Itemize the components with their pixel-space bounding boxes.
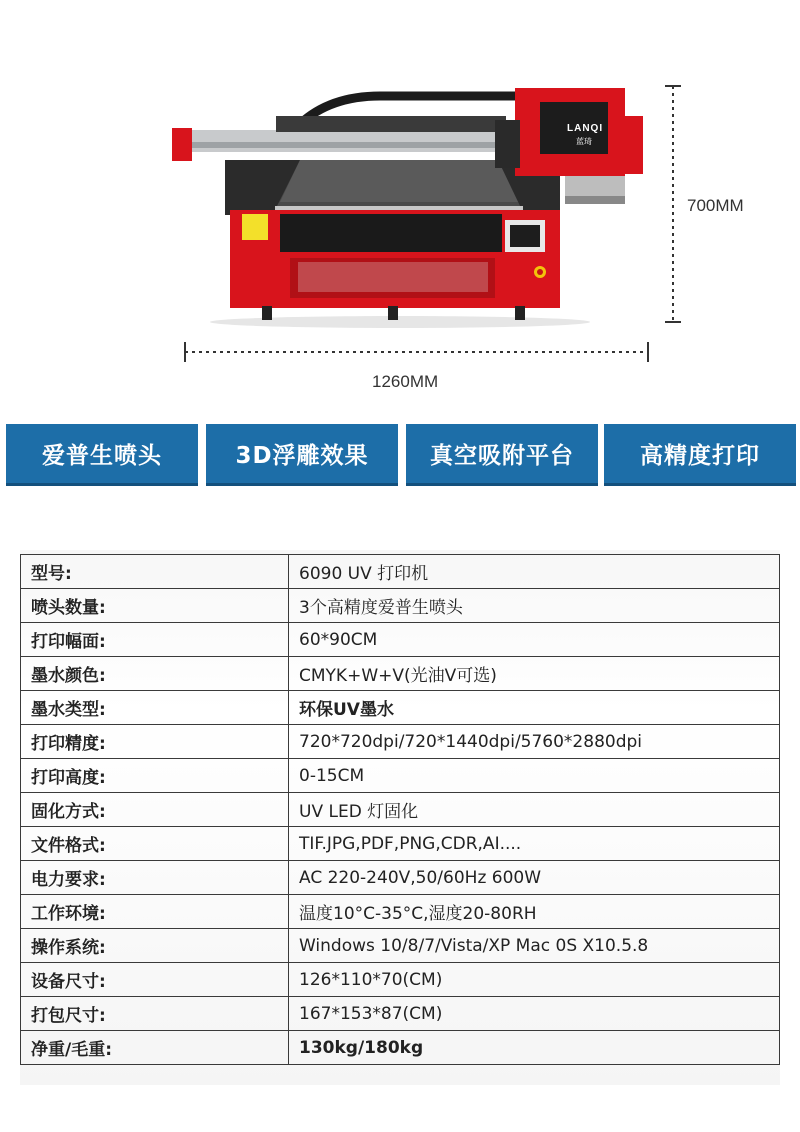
- spec-value: 6090 UV 打印机: [289, 555, 780, 589]
- spec-value: 环保UV墨水: [289, 691, 780, 725]
- spec-key: 打包尺寸:: [21, 997, 289, 1031]
- spec-row-curing: [21, 793, 780, 827]
- spec-row-model: [21, 555, 780, 589]
- spec-value: 720*720dpi/720*1440dpi/5760*2880dpi: [289, 725, 780, 759]
- feature-high-precision: 高精度打印: [604, 424, 796, 486]
- spec-key: 操作系统:: [21, 929, 289, 963]
- spec-key: 打印幅面:: [21, 623, 289, 657]
- spec-row-print-size: [21, 623, 780, 657]
- spec-value: UV LED 灯固化: [289, 793, 780, 827]
- spec-key: 设备尺寸:: [21, 963, 289, 997]
- height-dimension-label: 700MM: [687, 196, 744, 215]
- spec-row-ink-colors: [21, 657, 780, 691]
- spec-row-os: [21, 929, 780, 963]
- spec-value: 60*90CM: [289, 623, 780, 657]
- spec-row-resolution: [21, 725, 780, 759]
- spec-value: Windows 10/8/7/Vista/XP Mac 0S X10.5.8: [289, 929, 780, 963]
- spec-key: 墨水类型:: [21, 691, 289, 725]
- spec-row-environment: [21, 895, 780, 929]
- spec-value: 126*110*70(CM): [289, 963, 780, 997]
- uv-printer-illustration: [0, 0, 800, 405]
- spec-value: 130kg/180kg: [289, 1031, 780, 1065]
- spec-row-ink-type: [21, 691, 780, 725]
- feature-vacuum-platform: 真空吸附平台: [406, 424, 598, 486]
- spec-row-weight: [21, 1031, 780, 1065]
- spec-key: 喷头数量:: [21, 589, 289, 623]
- spec-value: TIF.JPG,PDF,PNG,CDR,AI....: [289, 827, 780, 861]
- spec-row-file-format: [21, 827, 780, 861]
- spec-key: 电力要求:: [21, 861, 289, 895]
- spec-value: 温度10°C-35°C,湿度20-80RH: [289, 895, 780, 929]
- spec-row-heads: [21, 589, 780, 623]
- spec-table: [20, 554, 780, 1065]
- spec-row-package-size: [21, 997, 780, 1031]
- spec-row-print-height: [21, 759, 780, 793]
- spec-table-panel: [20, 550, 780, 1085]
- spec-value: 0-15CM: [289, 759, 780, 793]
- spec-value: 167*153*87(CM): [289, 997, 780, 1031]
- spec-key: 固化方式:: [21, 793, 289, 827]
- spec-key: 打印高度:: [21, 759, 289, 793]
- brand-logo-sub: 蓝琦: [576, 137, 592, 146]
- spec-value: AC 220-240V,50/60Hz 600W: [289, 861, 780, 895]
- spec-row-machine-size: [21, 963, 780, 997]
- feature-3d-relief: 3D浮雕效果: [206, 424, 398, 486]
- spec-key: 型号:: [21, 555, 289, 589]
- spec-row-power: [21, 861, 780, 895]
- spec-key: 文件格式:: [21, 827, 289, 861]
- spec-value: 3个高精度爱普生喷头: [289, 589, 780, 623]
- spec-key: 打印精度:: [21, 725, 289, 759]
- brand-logo: LANQI: [567, 123, 604, 134]
- spec-value: CMYK+W+V(光油V可选): [289, 657, 780, 691]
- feature-bar: [6, 424, 796, 486]
- spec-key: 墨水颜色:: [21, 657, 289, 691]
- feature-epson-head: 爱普生喷头: [6, 424, 198, 486]
- width-dimension-label: 1260MM: [372, 372, 439, 391]
- spec-key: 工作环境:: [21, 895, 289, 929]
- spec-key: 净重/毛重:: [21, 1031, 289, 1065]
- product-image: [0, 0, 800, 405]
